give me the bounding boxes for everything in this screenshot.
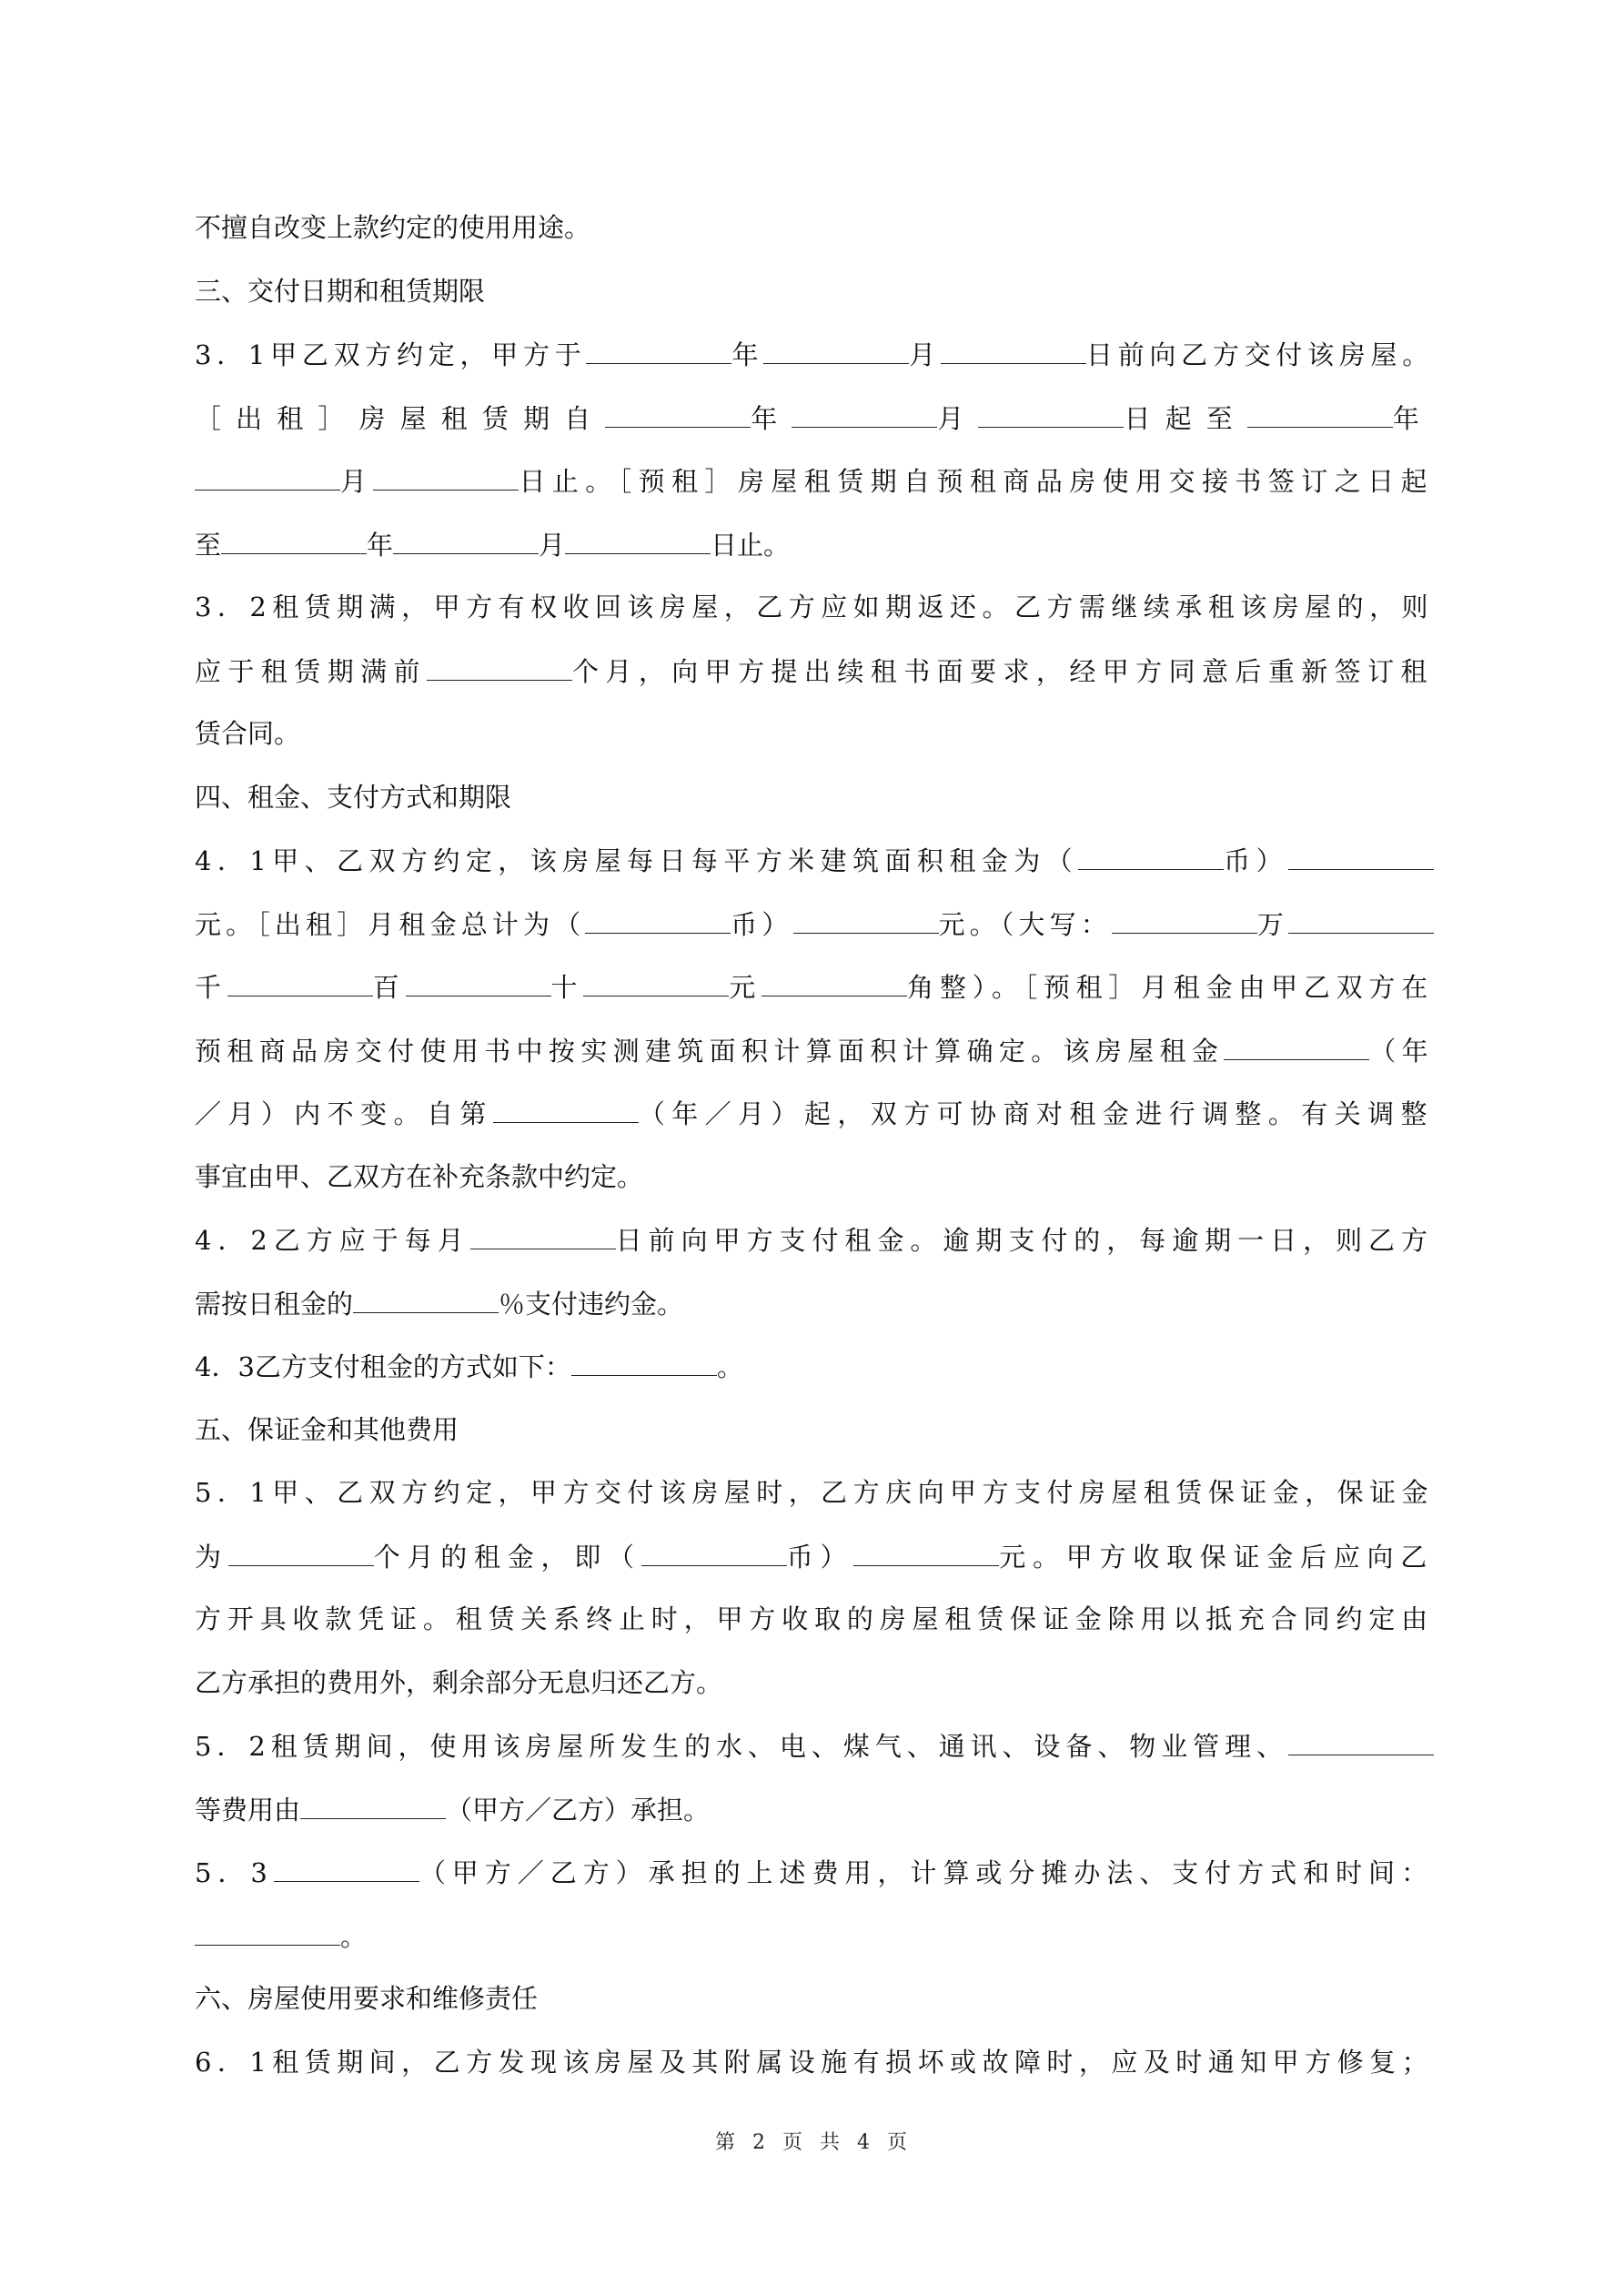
line-text: 角整）。［预租］月租金由甲乙双方在: [907, 972, 1434, 1003]
line-text: 方开具收款凭证。租赁关系终止时，甲方收取的房屋租赁保证金除用以抵充合同约定由: [195, 1603, 1434, 1634]
line-text: 六、房屋使用要求和维修责任: [195, 1983, 539, 2014]
line-text: 4．2乙方应于每月: [195, 1225, 470, 1256]
line-text: 元。［出租］月租金总计为（: [195, 908, 586, 940]
line-text: 币）: [731, 908, 793, 940]
line-text: 元: [729, 972, 762, 1003]
document-line: [195, 589, 1434, 625]
document-line: [195, 1221, 1434, 1258]
fill-in-blank[interactable]: [221, 526, 367, 554]
document-line: [195, 1032, 1434, 1068]
line-text: 万: [1256, 908, 1288, 940]
fill-in-blank[interactable]: [1247, 400, 1393, 428]
fill-in-blank[interactable]: [762, 968, 907, 996]
line-text: 千: [195, 972, 227, 1003]
line-text: 日止。［预租］房屋租赁期自预租商品房使用交接书签订之日起: [519, 466, 1434, 497]
document-line: [195, 1474, 1434, 1511]
line-text: 至: [195, 529, 222, 561]
fill-in-blank[interactable]: [605, 400, 751, 428]
document-line: [195, 462, 1434, 499]
line-text: 年: [751, 402, 792, 434]
fill-in-blank[interactable]: [1288, 842, 1434, 870]
line-text: 个月的租金，即（: [373, 1541, 641, 1573]
line-text: 3．1甲乙双方约定，甲方于: [195, 339, 587, 370]
line-text: 三、交付日期和租赁期限: [195, 275, 486, 307]
line-text: 等费用由: [195, 1794, 301, 1826]
line-text: 预租商品房交付使用书中按实测建筑面积计算面积计算确定。该房屋租金: [195, 1035, 1225, 1067]
line-text: 元。甲方收取保证金后应向乙: [999, 1541, 1434, 1573]
fill-in-blank[interactable]: [393, 526, 539, 554]
fill-in-blank[interactable]: [641, 1538, 787, 1566]
line-text: 赁合同。: [195, 718, 301, 749]
line-text: 为: [195, 1541, 228, 1573]
line-text: 5．2租赁期间，使用该房屋所发生的水、电、煤气、通讯、设备、物业管理、: [195, 1731, 1288, 1762]
line-text: 月: [937, 402, 979, 434]
line-text: 日起至: [1124, 402, 1247, 434]
line-text: 5．1甲、乙双方约定，甲方交付该房屋时，乙方庆向甲方支付房屋租赁保证金，保证金: [195, 1477, 1434, 1508]
document-line: [195, 336, 1434, 372]
line-text: （甲方／乙方）承担的上述费用，计算或分摊办法、支付方式和时间：: [419, 1857, 1434, 1888]
fill-in-blank[interactable]: [585, 905, 731, 934]
line-text: 5．3: [195, 1857, 274, 1888]
document-line: [195, 968, 1434, 1005]
fill-in-blank[interactable]: [1224, 1032, 1369, 1060]
document-line: [195, 1285, 1434, 1321]
fill-in-blank[interactable]: [853, 1538, 999, 1566]
fill-in-blank[interactable]: [941, 336, 1086, 364]
line-text: 个月，向甲方提出续租书面要求，经甲方同意后重新签订租: [571, 655, 1434, 687]
line-text: 币）: [786, 1541, 854, 1573]
document-line: [195, 1854, 1434, 1890]
fill-in-blank[interactable]: [228, 1538, 374, 1566]
document-line: [195, 1917, 1434, 1954]
document-line: [195, 1791, 1434, 1827]
fill-in-blank[interactable]: [978, 400, 1124, 428]
line-text: ［出租］房屋租赁期自: [195, 402, 606, 434]
line-text: 十: [550, 972, 584, 1003]
document-line: [195, 209, 1434, 246]
document-line: [195, 842, 1434, 878]
line-text: 4．1甲、乙双方约定，该房屋每日每平方米建筑面积租金为（: [195, 845, 1079, 876]
fill-in-blank[interactable]: [406, 968, 551, 996]
fill-in-blank[interactable]: [195, 1917, 340, 1946]
fill-in-blank[interactable]: [583, 968, 729, 996]
page-number-footer: 第 2 页 共 4 页: [715, 2131, 909, 2154]
document-line: [195, 1980, 1434, 2017]
document-line: [195, 1538, 1434, 1574]
document-line: [195, 1727, 1434, 1764]
document-line: [195, 652, 1434, 689]
line-text: 3．2租赁期满，甲方有权收回该房屋，乙方应如期返还。乙方需继续承租该房屋的，则: [195, 592, 1434, 622]
line-text: 年: [1392, 402, 1434, 434]
fill-in-blank[interactable]: [300, 1791, 446, 1819]
fill-in-blank[interactable]: [1078, 842, 1224, 870]
document-line: [195, 715, 1434, 752]
fill-in-blank[interactable]: [565, 526, 711, 554]
fill-in-blank[interactable]: [1288, 1727, 1434, 1755]
line-text: 五、保证金和其他费用: [195, 1413, 459, 1445]
fill-in-blank[interactable]: [792, 400, 937, 428]
line-text: 不擅自改变上款约定的使用用途。: [195, 212, 591, 243]
line-text: 6．1租赁期间，乙方发现该房屋及其附属设施有损坏或故障时，应及时通知甲方修复；: [195, 2046, 1434, 2078]
line-text: 事宜由甲、乙双方在补充条款中约定。: [195, 1160, 644, 1192]
line-text: 元。（大写：: [938, 908, 1112, 940]
line-text: （年: [1369, 1035, 1434, 1067]
document-line: [195, 2044, 1434, 2080]
line-text: （甲方／乙方）承担。: [446, 1794, 711, 1826]
fill-in-blank[interactable]: [571, 1348, 717, 1376]
fill-in-blank[interactable]: [763, 336, 909, 364]
line-text: 应于租赁期满前: [195, 655, 427, 687]
fill-in-blank[interactable]: [195, 462, 340, 491]
line-text: 日前向乙方交付该房屋。: [1085, 339, 1434, 370]
line-text: 四、租金、支付方式和期限: [195, 781, 512, 813]
fill-in-blank[interactable]: [353, 1285, 499, 1313]
line-text: 百: [372, 972, 406, 1003]
document-line: [195, 1095, 1434, 1131]
document-line: [195, 1348, 1434, 1384]
document-line: [195, 273, 1434, 309]
line-text: 币）: [1224, 845, 1288, 876]
line-text: 。: [340, 1920, 368, 1952]
line-text: 年: [367, 529, 394, 561]
line-text: ％支付违约金。: [499, 1288, 684, 1320]
line-text: 日前向甲方支付租金。逾期支付的，每逾期一日，则乙方: [615, 1225, 1434, 1256]
document-line: [195, 400, 1434, 436]
document-line: [195, 1664, 1434, 1701]
line-text: 月: [909, 339, 941, 370]
fill-in-blank[interactable]: [427, 652, 572, 681]
document-line: [195, 1411, 1434, 1448]
line-text: 月: [340, 466, 374, 497]
document-line: [195, 779, 1434, 815]
document-line: [195, 1601, 1434, 1637]
fill-in-blank[interactable]: [227, 968, 373, 996]
line-text: （年／月）起，双方可协商对租金进行调整。有关调整: [638, 1098, 1434, 1129]
fill-in-blank[interactable]: [1112, 905, 1257, 934]
line-text: 月: [539, 529, 566, 561]
line-text: 需按日租金的: [195, 1288, 354, 1320]
line-text: 4．3乙方支付租金的方式如下：: [195, 1351, 571, 1382]
line-text: 年: [731, 339, 764, 370]
document-line: [195, 1158, 1434, 1195]
fill-in-blank[interactable]: [470, 1221, 616, 1249]
fill-in-blank[interactable]: [1288, 905, 1434, 934]
fill-in-blank[interactable]: [493, 1095, 639, 1123]
fill-in-blank[interactable]: [274, 1854, 419, 1882]
document-line: [195, 526, 1434, 562]
document-line: [195, 905, 1434, 942]
line-text: ／月）内不变。自第: [195, 1098, 493, 1129]
fill-in-blank[interactable]: [586, 336, 731, 364]
fill-in-blank[interactable]: [373, 462, 519, 491]
line-text: 乙方承担的费用外，剩余部分无息归还乙方。: [195, 1666, 723, 1698]
line-text: 。: [716, 1351, 743, 1382]
line-text: 日止。: [711, 529, 791, 561]
fill-in-blank[interactable]: [793, 905, 939, 934]
